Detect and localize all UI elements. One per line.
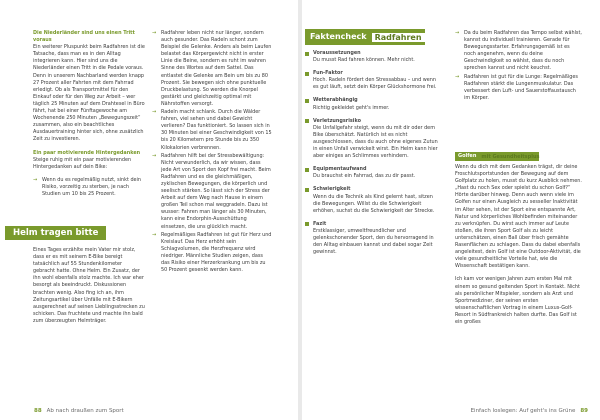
right-column <box>455 30 582 103</box>
paragraph: Eines Tages erzählte mein Vater mir stolz, dass er es mit seinem E-Bike bereigt tatsächlich auf 55 Stundenkilometer gebracht hatte. Ohne Helm. Ein Zusatz, der ihn wohl ebenfalls stolz machte. Ich war eher besorgt als beeindruckt. Diskussionen brachten wenig. Also fing ich an, ihm Zeitungsartikel über Unfälle mit E-Bikern ausgerechnet auf seinen Lieblingsstrecken zu schicken. Das fruchtete und machte ihn bald zum überzeugten Helmträger. <box>33 247 145 324</box>
fact-item <box>305 70 440 91</box>
fact-item <box>305 97 440 111</box>
fact-item <box>305 166 440 180</box>
fact-item <box>305 221 440 256</box>
faktencheck-title: Radfahren <box>372 33 425 42</box>
left-column-2 <box>152 30 272 275</box>
fact-item <box>305 186 440 214</box>
bullet-item: → Wenn du es regelmäßig nutzt, sinkt dein Risiko, vorzeitig zu sterben, je nach Studien um 10 bis 25 Prozent. <box>33 177 145 198</box>
bullet-item: → Radeln macht schlank. Durch die Wälder fahren, viel sehen und dabei Gewicht verlieren? Das funktioniert. So lassen sich in 30 Minuten bei einer Geschwindigkeit von 15 bis 20 Kilometern pro Stunde bis zu 350 Kilokalorien verbrennen. <box>152 109 272 152</box>
fact-label: Fazit <box>305 221 440 228</box>
bullet-item: → Radfahrer leben nicht nur länger, sondern auch gesunder. Das Radeln schont zum Beispiel die Gelenke. Anders als beim Laufen belastet das Körpergewicht nicht in erster Linie die Beine, sondern es ruht im wahren Sinne des Wortes auf dem Sattel. Das entlastet die Gelenke am Bein um bis zu 80 Prozent. Sie bewegen sich ohne punktuelle Druckbelastung. So werden die Knorpel gestärkt und gleichzeitig optimal mit Nährstoffen versorgt. <box>152 30 272 108</box>
section-heading: Ein paar motivierende Hintergedanken <box>33 149 141 156</box>
fact-item <box>305 118 440 161</box>
fact-label: Wetterabhängig <box>305 97 440 104</box>
section-heading: Die Niederländer sind uns einen Tritt voraus <box>33 30 135 44</box>
running-title: Ab nach draußen zum Sport <box>46 408 124 414</box>
fact-item <box>305 50 440 64</box>
fact-text: Richtig gekleidet geht's immer. <box>313 104 390 111</box>
fact-label: Voraussetzungen <box>305 50 440 57</box>
faktencheck-list <box>305 50 440 262</box>
faktencheck-tag: Faktencheck <box>305 29 372 45</box>
page-number: 88 <box>34 408 42 414</box>
running-title: Einfach loslegen: Auf geht's ins Grüne <box>470 408 576 414</box>
paragraph: Steige ruhig mit ein paar motivierenden Hintergedanken auf dein Bike: <box>33 156 132 170</box>
bullet-item: → Da du beim Radfahren das Tempo selbst wählst, kannst du individuell trainieren. Gerade für Bewegungsstarter. Erfahrungsgemäß ist es noch angenehm, wenn du deine Geschwindigkeit so wählst, dass du noch sprechen kannst und nicht keuchst. <box>455 30 582 73</box>
fact-text: Hoch. Radeln fördert den Stressabbau – und wenn es gut läuft, setzt dein Körper Glückshormone frei. <box>313 77 437 91</box>
golfer-title: mit Gesundheitsplus <box>481 153 540 160</box>
golfer-text-column <box>455 164 582 332</box>
left-column-1 <box>33 30 145 199</box>
fact-label: Schwierigkeit <box>305 186 440 193</box>
footer-right <box>471 408 588 414</box>
fact-text: Wenn du die Technik als Kind gelernt hast, sitzen die Bewegungen. Willst du die Schwierigkeit erhöhen, suchst du die Schwierigkeit der Strecke. <box>313 193 435 214</box>
footer-left <box>34 408 124 414</box>
fact-text: Du brauchst ein Fahrrad, das zu dir passt. <box>313 173 416 180</box>
faktencheck-banner <box>305 29 425 45</box>
fact-text: Die Unfallgefahr steigt, wenn du mit dir oder dem Bike überschätzt. Natürlich ist es nicht ausgeschlossen, dass du auch ohne eigenes Zutun in einen Unfall verwickelt wirst. Ein Helm kann hier aber einiges an Schlimmes verhindern. <box>313 124 438 160</box>
fact-label: Verletzungsrisiko <box>305 118 440 125</box>
bullet-item: → Radfahren hilft bei der Stressbewältigung: Nicht verwunderlich, da wir wissen, dass jede Art von Sport den Kopf frei macht. Beim Radfahren und es die gleichmäßigen, zyklischen Bewegungen, die körperlich und seelisch stärken. So lässt sich der Stress der Arbeit auf dem Weg nach Hause in einem großen Teil schon mal weggradeln. Dazu ist wusser: Fahren man länger als 30 Minuten, kann eine Endorphin-Ausschüttung einsetzen, die uns glücklich macht. <box>152 153 272 231</box>
paragraph: Wenn du dich mit dem Gedanken trägst, dir deine Froschlutsportstunden der Bewegung auf dem Golfplatz zu holen, musst du kurz Ausblick nehmen. „Hast du noch Sex oder spielst du schon Golf?“ Hörte darüber hinweg. Denn auch wenn viele im Golfen nur einen Ausgleich zu sesseller Inaktivität im Alter sehen, ist der Sport eine entspannte Art, Natur und körperliches Wohlbefinden miteinander zu verknüpfen. Du wirst auch immer auf Leute stoßen, die ihren Sport Golf als zu leicht unterschätzen, einen Ball über frisch gemähte Rasenflächen zu schlagen. Dass du dabei ebenfalls angeleitest, dein Golf ist eine Outdoor-Aktivität, die viele gesundheitliche Vorteile hat, wie die Wissenschaft bestätigen kann. <box>455 164 582 270</box>
fact-label: Equipmentaufwand <box>305 166 440 173</box>
golfer-tag: Golfen <box>455 152 479 161</box>
bullet-item: → Regelmäßiges Radfahren ist gut für Herz und Kreislauf. Das Herz erhöht sein Schlagvolumen, die Herzfrequenz wird niedriger. Männliche Studien zeigen, dass das Risiko einer Herzerkrankung um bis zu 50 Prozent gesenkt werden kann. <box>152 232 272 275</box>
page-number: 89 <box>580 408 588 414</box>
helm-banner: Helm tragen bitte <box>5 226 106 240</box>
fact-text: Du musst Rad fahren können. Mehr nicht. <box>313 57 415 64</box>
paragraph: Ein weiterer Pluspunkt beim Radfahren ist die Tatsache, dass man es in den Alltag integrieren kann. Hier sind uns die Niederländer einen Tritt in die Pedale voraus. Denn in unserem Nachbarland werden knapp 27 Prozent aller Fahrten mit dem Fahrrad erledigt. Ob als Transportmittel für den Einkauf oder für den Weg zur Arbeit – wer täglich 25 Minuten auf dem Drahtesel in Büro fährt, hat bei einer Fünftagewoche am Wochenende 250 Minuten „Bewegungszeit“ zusammen, also ein beachtliches Ausdauertraining hinter sich, ohne zusätzlich Zeit zu investieren. <box>33 44 145 143</box>
fact-label: Fun-Faktor <box>305 70 440 77</box>
bullet-item: → Radfahren ist gut für die Lunge: Regelmäßiges Radfahren stärkt die Lungenmuskulatur. Das verbessert den Luft- und Sauerstoffaustausch im Körper. <box>455 74 582 102</box>
fact-text: Erstklassiger, umweltfreundlicher und gelenkschonender Sport, den du hervorragend in den Alltag einbauen kannst und dabei sogar Zeit gewinnst. <box>313 227 434 256</box>
helm-text-column <box>33 247 145 331</box>
paragraph: Ich kam vor wenigen Jahren zum ersten Mal mit einem so gesund geltenden Sport in Kontakt. Nicht als persönlicher Mitspieler, sondern als Arzt und Sportmediziner, der seinen ersten wissenschaftlichen Vortrag in einem Luxus-Golf-Resort in Südfrankreich halten durfte. Das Golf ist ein großes <box>455 276 580 325</box>
golfer-banner <box>455 152 539 161</box>
